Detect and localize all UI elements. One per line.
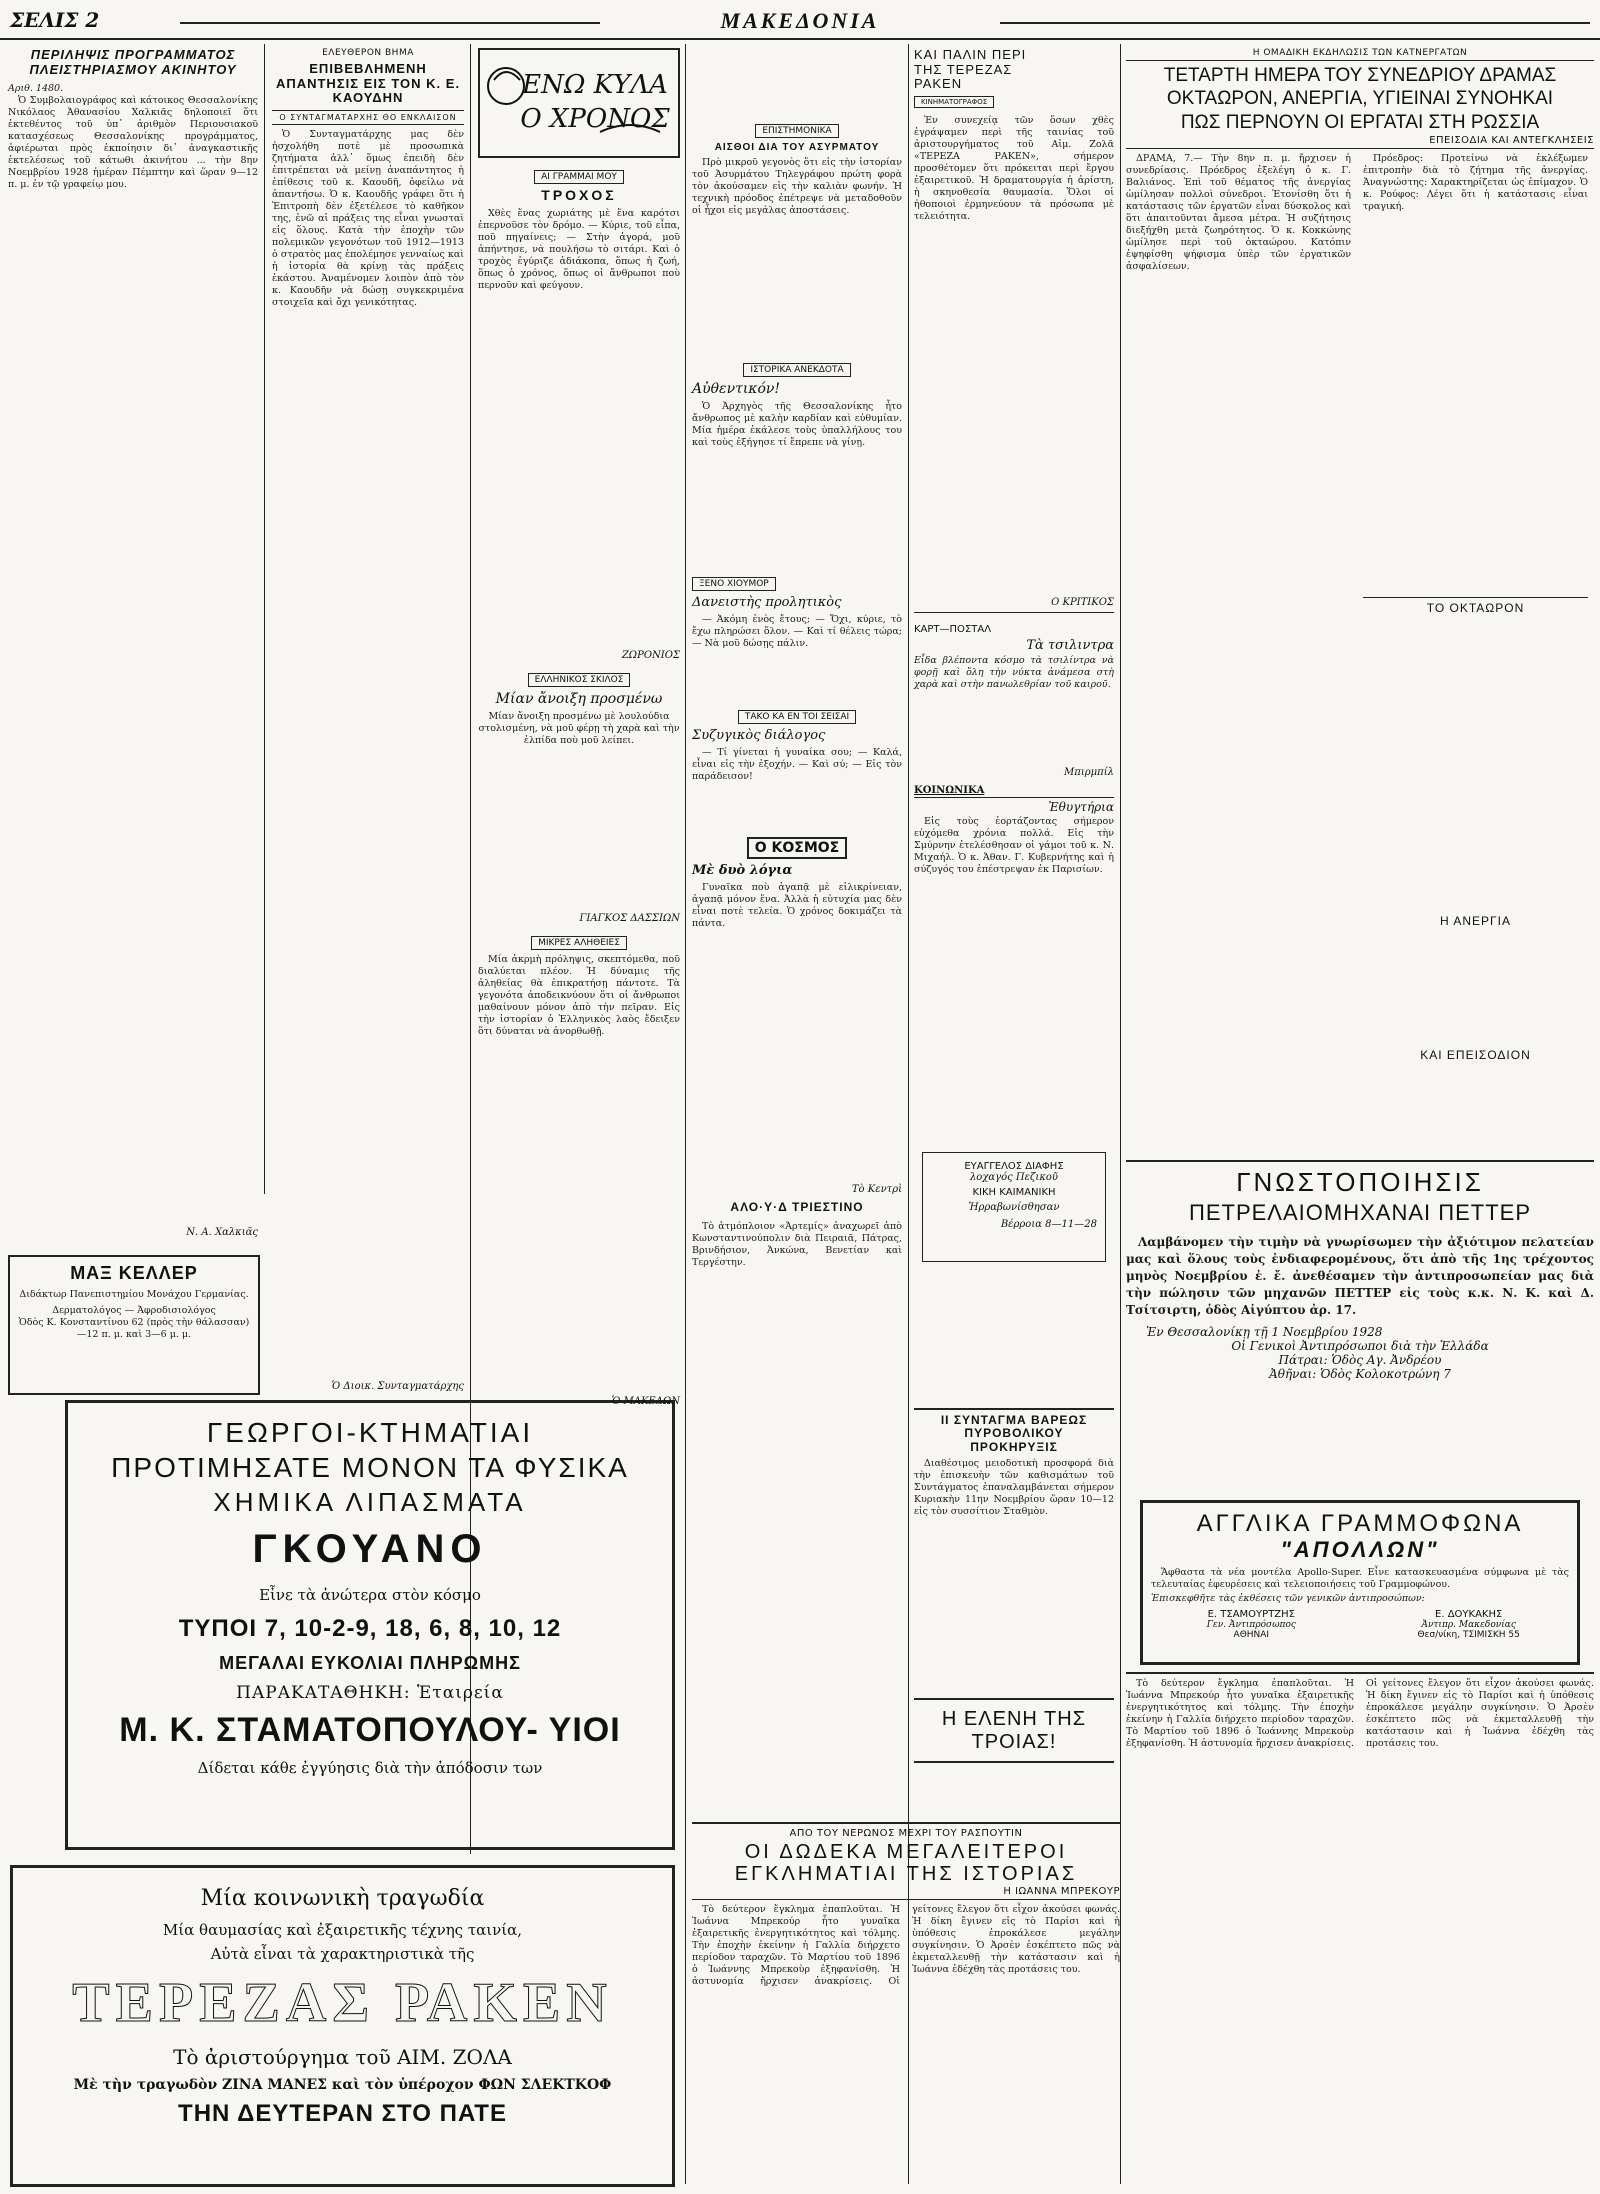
col6-h2: ΟΚΤΑΩΡΟΝ, ΑΝΕΡΓΙΑ, ΥΓΙΕΙΝΑΙ ΣΥΝΟΗΚΑΙ [1166, 88, 1554, 110]
head-eleni: Η ΕΛΕΝΗ ΤΗΣ ΤΡΟΙΑΣ! [914, 1698, 1114, 1763]
gram-r2b: Ἀντιπρ. Μακεδονίας [1421, 1619, 1516, 1630]
engagement-box [922, 1152, 1106, 1262]
notice-sub: ΠΕΤΡΕΛΑΙΟΜΗΧΑΝΑΙ ΠΕΤΤΕΡ [1188, 1200, 1532, 1226]
col2-kicker: ΕΛΕΥΘΕΡΟΝ ΒΗΜΑ [322, 48, 414, 58]
masthead-rule [180, 22, 600, 24]
guano-l7: ΜΕΓΑΛΑΙ ΕΥΚΟΛΙΑΙ ΠΛΗΡΩΜΗΣ [219, 1652, 521, 1673]
masthead-rule-right [1000, 22, 1590, 24]
enw-kyla-banner [478, 48, 680, 158]
header-divider [0, 38, 1600, 40]
guano-l6: ΤΥΠΟΙ 7, 10-2-9, 18, 6, 8, 10, 12 [178, 1614, 562, 1642]
col4 [692, 48, 902, 1408]
body-syzygikos: — Τί γίνεται ἡ γυναίκα σου; — Καλά, εἶναι εἰς τὴν ἐξοχήν. — Καὶ σύ; — Εἰς τὸν παράδεισον! [692, 747, 902, 783]
enw-kyla-title: ΕΝΩ ΚΥΛΑ Ο ΧΡΟΝΟΣ [520, 70, 670, 134]
gram-r1: Ε. ΤΣΑΜΟΥΡΤΖΗΣ [1207, 1608, 1295, 1620]
head-daneistis: Δανειστὴς προλητικὸς [692, 595, 842, 611]
guano-l3: ΧΗΜΙΚΑ ΛΙΠΑΣΜΑΤΑ [213, 1486, 527, 1517]
raquin-l5: Τὸ ἀριστούργημα τοῦ ΑΙΜ. ΖΟΛΑ [173, 2045, 512, 2069]
sig-anoixi: ΓΙΑΓΚΟΣ ΔΑΣΣΙΩΝ [579, 912, 680, 924]
poem-anoixi: Μίαν ἄνοιξη προσμένω μὲ λουλούδια στολισμένη, νὰ μοῦ φέρῃ τὴ χαρὰ καὶ τὴν ἐλπίδα ποὺ μοῦ λείπει. [478, 710, 680, 746]
body-asyrmatou: Πρὸ μικροῦ γεγονὸς ὅτι εἰς τὴν ἱστορίαν τοῦ Ἀσυρμάτου Τηλεγράφου πρώτη φορὰ τὸν ἀκούσαμεν εἰς τὴν καλιὰν φωνήν. Ἡ τεχνικὴ πρόοδος ἐπέτρεψε νὰ μεταδοθοῦν οἱ ἦχοι εἰς μεγάλας ἀποστάσεις. [692, 157, 902, 217]
sig-tsilintra: Μπιρμπίλ [1064, 766, 1114, 778]
notice-body: Λαμβάνομεν τὴν τιμὴν νὰ γνωρίσωμεν τὴν ἀξιότιμον πελατείαν μας καὶ ὅλους τοὺς ἐνδιαφερομένους, ὅτι ἀπὸ τῆς 1ης τρέχοντος μηνὸς Νοεμβρίου ἐ. ἔ. ἀνεθέσαμεν τὴν ἀντιπροσωπείαν μας διὰ τὴν πώλησιν τῶν μηχανῶν ΠΕΤΤΕΡ εἰς τοὺς κ.κ. Ν. Κ. καὶ Δ. Τσίτσιρτη, ὁδὸς Αἰγύπτου ἀρ. 17. [1126, 1234, 1594, 1317]
auction-notice [8, 48, 258, 1248]
col2-signature: Ὁ Διοικ. Συνταγματάρχης [331, 1380, 464, 1392]
tag-grammai: ΑΙ ΓΡΑΜΜΑΙ ΜΟΥ [534, 170, 624, 184]
col6-oktaoron: ΤΟ ΟΚΤΑΩΡΟΝ [1363, 597, 1588, 615]
keller-line1: Διδάκτωρ Πανεπιστημίου Μονάχου Γερμανίας. [19, 1289, 249, 1301]
head-trohos: ΤΡΟΧΟΣ [541, 187, 617, 203]
gramophone-ad [1140, 1500, 1580, 1665]
guano-l1: ΓΕΩΡΓΟΙ-ΚΤΗΜΑΤΙΑΙ [206, 1417, 534, 1448]
col6-kicker: Η ΟΜΑΔΙΚΗ ΕΚΔΗΛΩΣΙΣ ΤΩΝ ΚΑΤΝΕΡΓΑΤΩΝ [1126, 48, 1594, 61]
col6-h1: ΤΕΤΑΡΤΗ ΗΜΕΡΑ ΤΟΥ ΣΥΝΕΔΡΙΟΥ ΔΡΑΜΑΣ [1163, 65, 1557, 86]
petter-notice [1126, 1160, 1594, 1490]
serial-feature [692, 1822, 1120, 2187]
guano-l4: ΓΚΟΥΑΝΟ [252, 1526, 488, 1571]
head-syntagma: II ΣΥΝΤΑΓΜΑ ΒΑΡΕΩΣ ΠΥΡΟΒΟΛΙΚΟΥ [914, 1408, 1114, 1441]
keller-ad [8, 1255, 260, 1395]
auction-headline: ΠΕΡΙΛΗΨΙΣ ΠΡΟΓΡΑΜΜΑΤΟΣ ΠΛΕΙΣΤΗΡΙΑΣΜΟΥ ΑΚΙΝΗΤΟΥ [29, 47, 237, 77]
page-label: ΣΕΛΙΣ 2 [10, 8, 100, 32]
gram-r1c: ΑΘΗΝΑΙ [1233, 1629, 1270, 1640]
lower-right-continuation [1126, 1672, 1594, 2187]
engagement-l3: Ἠρραβωνίσθησαν [968, 1201, 1060, 1213]
head-asyrmatou: ΑΙΣΘΟΙ ΔΙΑ ΤΟΥ ΑΣΥΡΜΑΤΟΥ [714, 142, 880, 153]
col6-epeisodion: ΚΑΙ ΕΠΕΙΣΟΔΙΟΝ [1420, 1047, 1531, 1062]
head-anoixi: Μίαν ἄνοιξη προσμένω [495, 690, 663, 707]
gram-note: Ἐπισκεφθῆτε τὰς ἐκθέσεις τῶν γενικῶν ἀντιπροσώπων: [1151, 1592, 1425, 1604]
engagement-date: Βέρροια 8—11—28 [1000, 1218, 1097, 1230]
engagement-l1: λοχαγός Πεζικοῦ [969, 1171, 1059, 1183]
guano-l5: Εἶνε τὰ ἀνώτερα στὸν κόσμο [259, 1585, 481, 1604]
col-rule [1120, 44, 1121, 2184]
auction-body: Ὁ Συμβολαιογράφος καὶ κάτοικος Θεσσαλονίκης Νικόλαος Ἀθανασίου Χαλκιᾶς δηλοποιεῖ ὅτι ἐκτεθέντος τοῦ ὑπ᾽ ἀριθμὸν Περιουσιακοῦ κατασχέσεως Θεσσαλονίκης προγράμματος, ἀφιέρωται πρὸς ἐκποίησιν δι᾽ ἀναγκαστικῆς ἐκτελέσεως τοῦ κάτωθι ἀκινήτου ... τὴν 8ην Νοεμβρίου 1928 ἡμέραν Πέμπτην καὶ ὥραν 9—12 π. μ. ἐν τῷ γραφείῳ μου. [8, 95, 258, 191]
col6 [1126, 48, 1594, 1158]
auction-signature: Ν. Α. Χαλκιᾶς [186, 1227, 258, 1239]
guano-l2: ΠΡΟΤΙΜΗΣΑΤΕ ΜΟΝΟΝ ΤΑ ΦΥΣΙΚΑ [111, 1452, 629, 1484]
raquin-l3: Αὐτὰ εἶναι τὰ χαρακτηριστικὰ τῆς [210, 1945, 475, 1963]
guano-l9: Μ. Κ. ΣΤΑΜΑΤΟΠΟΥΛΟΥ- ΥΙΟΙ [119, 1710, 621, 1749]
head-authentikon: Αὐθεντικόν! [692, 381, 781, 398]
engagement-name2: ΚΙΚΗ ΚΑΙΜΑΝΙΚΗ [972, 1186, 1056, 1198]
gram-brand: "ΑΠΟΛΛΩΝ" [1280, 1536, 1440, 1562]
head-tsilintra: Τὰ τσιλιντρα [1026, 637, 1114, 653]
col-rule [264, 44, 265, 1194]
head-dyo-logia: Μὲ δυὸ λόγια [692, 863, 793, 879]
col6-body2: Πρόεδρος: Προτείνω νὰ ἐκλέξωμεν ἐπιτροπὴν διὰ τὸ ζήτημα τῆς ἀνεργίας. Ἀναγνώστης: Χαρακτηρίζεται ὡς ἐπίμαχον. Ὁ κ. Ρούφος: Λέγει ὅτι ἡ κατάστασις εἶναι τραγική. [1363, 152, 1588, 212]
tag-tako: ΤΑΚΟ ΚΑ ΕΝ ΤΟΙ ΣΕΙΣΑΙ [738, 710, 856, 724]
col5 [914, 48, 1114, 1408]
keller-line4: —12 π. μ. καὶ 3—6 μ. μ. [76, 1329, 192, 1341]
poem-tsilintra: Εἶδα βλέποντα κόσμο τὰ τσιλίντρα νὰ φορῇ καὶ ὅλη τὴν νύκτα ἀνάμεσα στὴ χαρὰ καὶ στὴν πανωλεθρίαν τοῦ καιροῦ. [914, 654, 1114, 690]
tag-ellinikos: ΕΛΛΗΝΙΚΟΣ ΣΚΙΛΟΣ [528, 673, 631, 687]
body-daneistis: — Ἀκόμη ἐνὸς ἔτους; — Ὄχι, κύριε, τὸ ἔχω πληρώσει ὅλον. — Καὶ τί θέλεις τώρα; — Νὰ μοῦ δώσῃς πάλιν. [692, 614, 902, 650]
raquin-l4: ΤΕΡΕΖΑΣ ΡΑΚΕΝ [72, 1972, 613, 2034]
sig-dyo-logia: Τὸ Κεντρὶ [851, 1184, 902, 1196]
col2-sub: Ο ΣΥΝΤΑΓΜΑΤΑΡΧΗΣ ΘΟ ΕΝΚΛΑΙΣΟΝ [272, 110, 464, 125]
notice-sig: Οἱ Γενικοὶ Ἀντιπρόσωποι διὰ τὴν Ἑλλάδα [1231, 1338, 1489, 1353]
tag-kinimatografos: ΚΙΝΗΜΑΤΟΓΡΑΦΟΣ [914, 96, 994, 108]
raquin-l7: ΤΗΝ ΔΕΥΤΕΡΑΝ ΣΤΟ ΠΑΤΕ [178, 2100, 507, 2127]
gram-r2: Ε. ΔΟΥΚΑΚΗΣ [1435, 1608, 1503, 1620]
raquin-l6: Μὲ τὴν τραγωδὸν ΖΙΝΑ ΜΑΝΕΣ καὶ τὸν ὑπέροχον ΦΩΝ ΣΛΕΚΤΚΟΦ [73, 2077, 612, 2093]
keller-line2: Δερματολόγος — Ἀφροδισιολόγος [52, 1305, 216, 1317]
masthead [0, 0, 1600, 40]
notice-date: Ἐν Θεσσαλονίκῃ τῇ 1 Νοεμβρίου 1928 [1146, 1324, 1383, 1339]
head-syzygikos: Συζυγικὸς διάλογος [692, 728, 826, 744]
col6-h3: ΠΩΣ ΠΕΡΝΟΥΝ ΟΙ ΕΡΓΑΤΑΙ ΣΤΗ ΡΩΣΣΙΑ [1180, 111, 1540, 133]
engagement-name1: ΕΥΑΓΓΕΛΟΣ ΔΙΑΦΗΣ [964, 1160, 1064, 1172]
tag-alitheies: ΜΙΚΡΕΣ ΑΛΗΘΕΙΕΣ [531, 936, 627, 950]
col6-sub: ΕΠΕΙΣΟΔΙΑ ΚΑΙ ΑΝΤΕΓΚΛΗΣΕΙΣ [1126, 133, 1594, 149]
tag-istorika: ΙΣΤΟΡΙΚΑ ΑΝΕΚΔΟΤΑ [743, 363, 850, 377]
newspaper-name: ΜΑΚΕΔΟΝΙΑ [720, 8, 880, 33]
answer-article [272, 48, 464, 1393]
notice-head: ΓΝΩΣΤΟΠΟΙΗΣΙΣ [1236, 1167, 1484, 1197]
gram-body: Ἄφθαστα τὰ νέα μοντέλα Apollo-Super. Εἶνε κατασκευασμένα σύμφωνα μὲ τὰς τελευταίας ἐφευρέσεις καὶ τελειοποιήσεις τοῦ Γραμμοφώνου. [1151, 1566, 1569, 1590]
serial-continuation: Τὸ δεύτερον ἔγκλημα ἐπαπλοῦται. Ἡ Ἰωάννα Μπρεκούρ ἦτο γυναῖκα ἐξαιρετικῆς ἐνεργητικότητος καὶ τόλμης. Τὴν ἐποχὴν ἐκείνην ἡ Γαλλία διήρχετο περίοδον ταραχῶν. Τὸ Μαρτίου τοῦ 1896 ὁ Ἰωάννης Μπρεκοὺρ ἐξηφανίσθη. Ἡ ἀστυνομία ἤρχισεν ἀνακρίσεις. Οἱ γείτονες ἔλεγον ὅτι εἶχον ἀκούσει φωνάς. Ἡ δίκη ἔγινεν εἰς τὸ Παρίσι καὶ ἡ ὑπόθεσις ἐπροκάλεσε μεγάλην συγκίνησιν. Ὁ Ἀρσὲν ἐσκέπτετο πῶς νὰ ἐκμεταλλευθῇ τὴν κατάστασιν καὶ ἡ Ἰωάννα ἐδέχθη τὰς προτάσεις του. [1126, 1678, 1594, 1749]
serial-author: Η ΙΩΑΝΝΑ ΜΠΡΕΚΟΥΡ [692, 1886, 1120, 1900]
tag-koinonika: ΚΟΙΝΩΝΙΚΑ [914, 784, 985, 796]
serial-h2: ΕΓΚΛΗΜΑΤΙΑΙ ΤΗΣ ΙΣΤΟΡΙΑΣ [734, 1863, 1078, 1886]
col3 [478, 48, 680, 1407]
body-koinonika: Εἰς τοὺς ἑορτάζοντας σήμερον εὐχόμεθα χρόνια πολλά. Εἰς τὴν Σμύρνην ἐτελέσθησαν οἱ γάμοι τοῦ κ. Ν. Μιχαήλ. Ὁ κ. Ἀθαν. Γ. Κυβερνήτης καὶ ἡ σύζυγός του ἐπέστρεψαν ἐκ Παρισίων. [914, 815, 1114, 875]
serial-body: Τὸ δεύτερον ἔγκλημα ἐπαπλοῦται. Ἡ Ἰωάννα Μπρεκούρ ἦτο γυναῖκα ἐξαιρετικῆς ἐνεργητικότητος καὶ τόλμης. Τὴν ἐποχὴν ἐκείνην ἡ Γαλλία διήρχετο περίοδον ταραχῶν. Τὸ Μαρτίου τοῦ 1896 ὁ Ἰωάννης Μπρεκοὺρ ἐξηφανίσθη. Ἡ ἀστυνομία ἤρχισεν ἀνακρίσεις. Οἱ γείτονες ἔλεγον ὅτι εἶχον ἀκούσει φωνάς. Ἡ δίκη ἔγινεν εἰς τὸ Παρίσι καὶ ἡ ὑπόθεσις ἐπροκάλεσε μεγάλην συγκίνησιν. Ὁ Ἀρσὲν ἐσκέπτετο πῶς νὰ ἐκμεταλλευθῇ τὴν κατάστασιν καὶ ἡ Ἰωάννα ἐδέχθη τὰς προτάσεις του. [692, 1903, 1120, 1987]
tag-xeno: ΞΕΝΟ ΧΙΟΥΜΟΡ [692, 577, 776, 591]
tag-kosmos: Ο ΚΟΣΜΟΣ [747, 837, 848, 859]
col6-body: ΔΡΑΜΑ, 7.— Τὴν 8ην π. μ. ἤρχισεν ἡ συνεδρίασις. Πρόεδρος ἐξελέγη ὁ κ. Γ. Βαλιάνος. Ἐπὶ τοῦ θέματος τῆς ἀνεργίας ὡμίλησαν πολλοὶ σύνεδροι. Ἐτονίσθη ὅτι ἡ κατάστασις τῶν ἐργατῶν εἶναι δύσκολος καὶ ὅτι ἀπαιτοῦνται ἄμεσα μέτρα. Ἡ συζήτησις διεξήχθη μετὰ ζωηρότητος. Ὁ κ. Κοκκώνης ὡμίλησε περὶ τοῦ ὀκταώρου. Κατόπιν ἐψηφίσθη ψήφισμα ὑπὲρ τῶν ἐργατικῶν ἀσφαλίσεων. [1126, 152, 1351, 272]
raquin-l1: Μία κοινωνικὴ τραγωδία [200, 1886, 485, 1911]
col5-lower [914, 1408, 1114, 1818]
col-rule [685, 44, 686, 2184]
tag-kartpostal: ΚΑΡΤ—ΠΟΣΤΑΛ [914, 623, 992, 635]
head-triestino: ΑΛΟ·Υ·Δ ΤΡΙΕΣΤΙΝΟ [730, 1200, 864, 1215]
body-dyo-logia: Γυναῖκα ποὺ ἀγαπᾷ μὲ εἰλικρίνειαν, ἀγαπᾷ μόνον ἕνα. Ἀλλὰ ἡ εὐτυχία μας δὲν εἶναι ποτὲ τελεία. Ὁ χρόνος δοκιμάζει τὰ πάντα. [692, 882, 902, 930]
body-alitheies: Μία ἀκρμὴ πρόληψις, σκεπτόμεθα, ποῦ διαλύεται πλέον. Ἡ δύναμις τῆς ἀληθείας θὰ ἐπικρατήσῃ πάντοτε. Τὰ γεγονότα ἀποδεικνύουν ὅτι οἱ ἄνθρωποι μαθαίνουν μόνον ἀπὸ τὴν πεῖραν. Εἰς τὴν ἱστορίαν ὁ Ἑλληνικὸς λαὸς ἔδειξεν ὅτι δύναται νὰ ἀνορθωθῇ. [478, 953, 680, 1037]
kart-rule [914, 612, 1114, 613]
col2-headline: ΕΠΙΒΕΒΛΗΜΕΝΗ ΑΠΑΝΤΗΣΙΣ ΕΙΣ ΤΟΝ Κ. Ε. ΚΑΟΥΔΗΝ [275, 61, 461, 106]
gram-head: ΑΓΓΛΙΚΑ ΓΡΑΜΜΟΦΩΝΑ [1196, 1510, 1524, 1537]
gram-r2c: Θεσ/νίκη, ΤΣΙΜΙΣΚΗ 55 [1417, 1629, 1520, 1640]
body-trohos: Χθὲς ἕνας χωριάτης μὲ ἕνα καρότσι ἐπερνοῦσε τὸν δρόμο. — Κύριε, τοῦ εἶπα, ποῦ πηγαίνεις; — Στὴν ἀγορά, μοῦ ἀπήντησε, νὰ πουλήσω τὸ σιτάρι. Καὶ ὁ τροχὸς ἐγύριζε ἀδιάκοπα, ὅπως ἡ ζωή, ὅπως ὁ χρόνος, ὅπως οἱ ἄνθρωποι ποὺ περνοῦν καὶ φεύγουν. [478, 207, 680, 291]
body-triestino: Τὸ ἀτμόπλοιον «Ἀρτεμίς» ἀναχωρεῖ ἀπὸ Κωνσταντινούπολιν διὰ Πειραιᾶ, Πάτρας, Βρινδήσιον, Ἀνκώνα, Βενετίαν καὶ Τεργέστην. [692, 1220, 902, 1268]
col6-anergia: Η ΑΝΕΡΓΙΑ [1440, 914, 1511, 929]
head-raquin: ΚΑΙ ΠΑΛΙΝ ΠΕΡΙ ΤΗΣ ΤΕΡΕΖΑΣ ΡΑΚΕΝ [914, 47, 1027, 92]
keller-name: ΜΑΞ ΚΕΛΛΕΡ [70, 1263, 198, 1283]
keller-line3: Ὁδὸς Κ. Κονσταντίνου 62 (πρὸς τὴν θάλασσαν) [18, 1317, 250, 1329]
gram-r1b: Γεν. Ἀντιπρόσωπος [1206, 1619, 1296, 1630]
serial-h1: ΟΙ ΔΩΔΕΚΑ ΜΕΓΑΛΕΙΤΕΡΟΙ [744, 1841, 1068, 1863]
auction-ref: Αριθ. 1480. [8, 83, 64, 95]
col2-body: Ὁ Συνταγματάρχης μας δὲν ἠσχολήθη ποτὲ μὲ προσωπικὰ ζητήματα ἀλλ᾽ ὅμως ἐπειδὴ δὲν ἐπιτρέπεται νὰ μείνῃ ἀναπάντητος ἡ ἐπίθεσις τοῦ κ. Καουδῆ, ὀφείλω νὰ ἀπαντήσω. Ὁ κ. Καουδῆς γράφει ὅτι ἡ Ἐπιτροπὴ δὲν ἐξετέλεσε τὸ καθῆκον της, ἐνῶ αἱ πράξεις της εἶναι γνωσταὶ εἰς ὅλους. Κατὰ τὴν ἐποχὴν τῶν πολεμικῶν γεγονότων τοῦ 1912—1913 ὁ στρατὸς μας ἐπολέμησε γενναίως καὶ ἡ ἱστορία θὰ κρίνῃ τὰς πράξεις ἑκάστου. Ἀναμένομεν λοιπὸν ἀπὸ τὸν κ. Καουδῆν νὰ δώσῃ συγκεκριμένα στοιχεῖα καὶ ὄχι γενικότητας. [272, 128, 464, 308]
sig-trohos: ΖΩΡΟΝΙΟΣ [621, 649, 680, 661]
guano-ad [65, 1400, 675, 1850]
tag-epistimonika: ΕΠΙΣΤΗΜΟΝΙΚΑ [755, 124, 838, 138]
sig-alitheies: Ὁ ΜΑΚΕΔΩΝ [611, 1395, 680, 1407]
sig-raquin: Ο ΚΡΙΤΙΚΟΣ [1051, 596, 1114, 608]
body-syntagma: Διαθέσιμος μειοδοτικὴ προσφορά διὰ τὴν ἐπισκευὴν τῶν καθισμάτων τοῦ Συντάγματος ἐπαναλαμβάνεται σήμερον Κυριακὴν 11ην Νοεμβρίου ὥραν 10—12 εἰς τὸν συσσίτιον Σταθμὸν. [914, 1458, 1114, 1518]
serial-kicker: ΑΠΟ ΤΟΥ ΝΕΡΩΝΟΣ ΜΕΧΡΙ ΤΟΥ ΡΑΣΠΟΥΤΙΝ [789, 1828, 1023, 1839]
notice-addr2: Ἀθῆναι: Ὁδὸς Κολοκοτρώνη 7 [1269, 1366, 1451, 1381]
notice-addr1: Πάτραι: Ὁδὸς Αγ. Ἀνδρέου [1278, 1352, 1442, 1367]
body-authentikon: Ὁ Ἀρχηγὸς τῆς Θεσσαλονίκης ἦτο ἄνθρωπος μὲ καλὴν καρδίαν καὶ εὐθυμίαν. Μία ἡμέρα ἐκάλεσε τοὺς ὑπαλλήλους του καὶ τοὺς ἐξήγησε τί ἔπρεπε νὰ γίνῃ. [692, 401, 902, 449]
body-raquin: Ἐν συνεχείᾳ τῶν ὅσων χθὲς ἐγράψαμεν περὶ τῆς ταινίας τοῦ ἀριστουργήματος τοῦ Αἰμ. Ζολᾶ «ΤΕΡΕΖΑ ΡΑΚΕΝ», σήμερον προσθέτομεν ὅτι πρόκειται περὶ ἔργου ἐξαιρετικοῦ. Ἡ δραματουργία ἡ ἀρίστη, ἡ σκηνοθεσία θαυμασία. Ὅλοι οἱ ἠθοποιοὶ ἐρμηνεύουν τὰ πρόσωπα μὲ τελειότητα. [914, 114, 1114, 222]
raquin-ad [10, 1865, 675, 2187]
guano-l10: Δίδεται κάθε ἐγγύησις διὰ τὴν ἀπόδοσιν των [197, 1758, 543, 1777]
guano-l8: ΠΑΡΑΚΑΤΑΘΗΚΗ: Ἑταιρεία [236, 1682, 504, 1703]
head-ethygtiria: Ἐθυγτήρια [1048, 799, 1114, 814]
raquin-l2: Μία θαυμασίας καὶ ἐξαιρετικῆς τέχνης ταινία, [162, 1921, 523, 1939]
head-prokiryxis: ΠΡΟΚΗΡΥΞΙΣ [970, 1439, 1058, 1454]
